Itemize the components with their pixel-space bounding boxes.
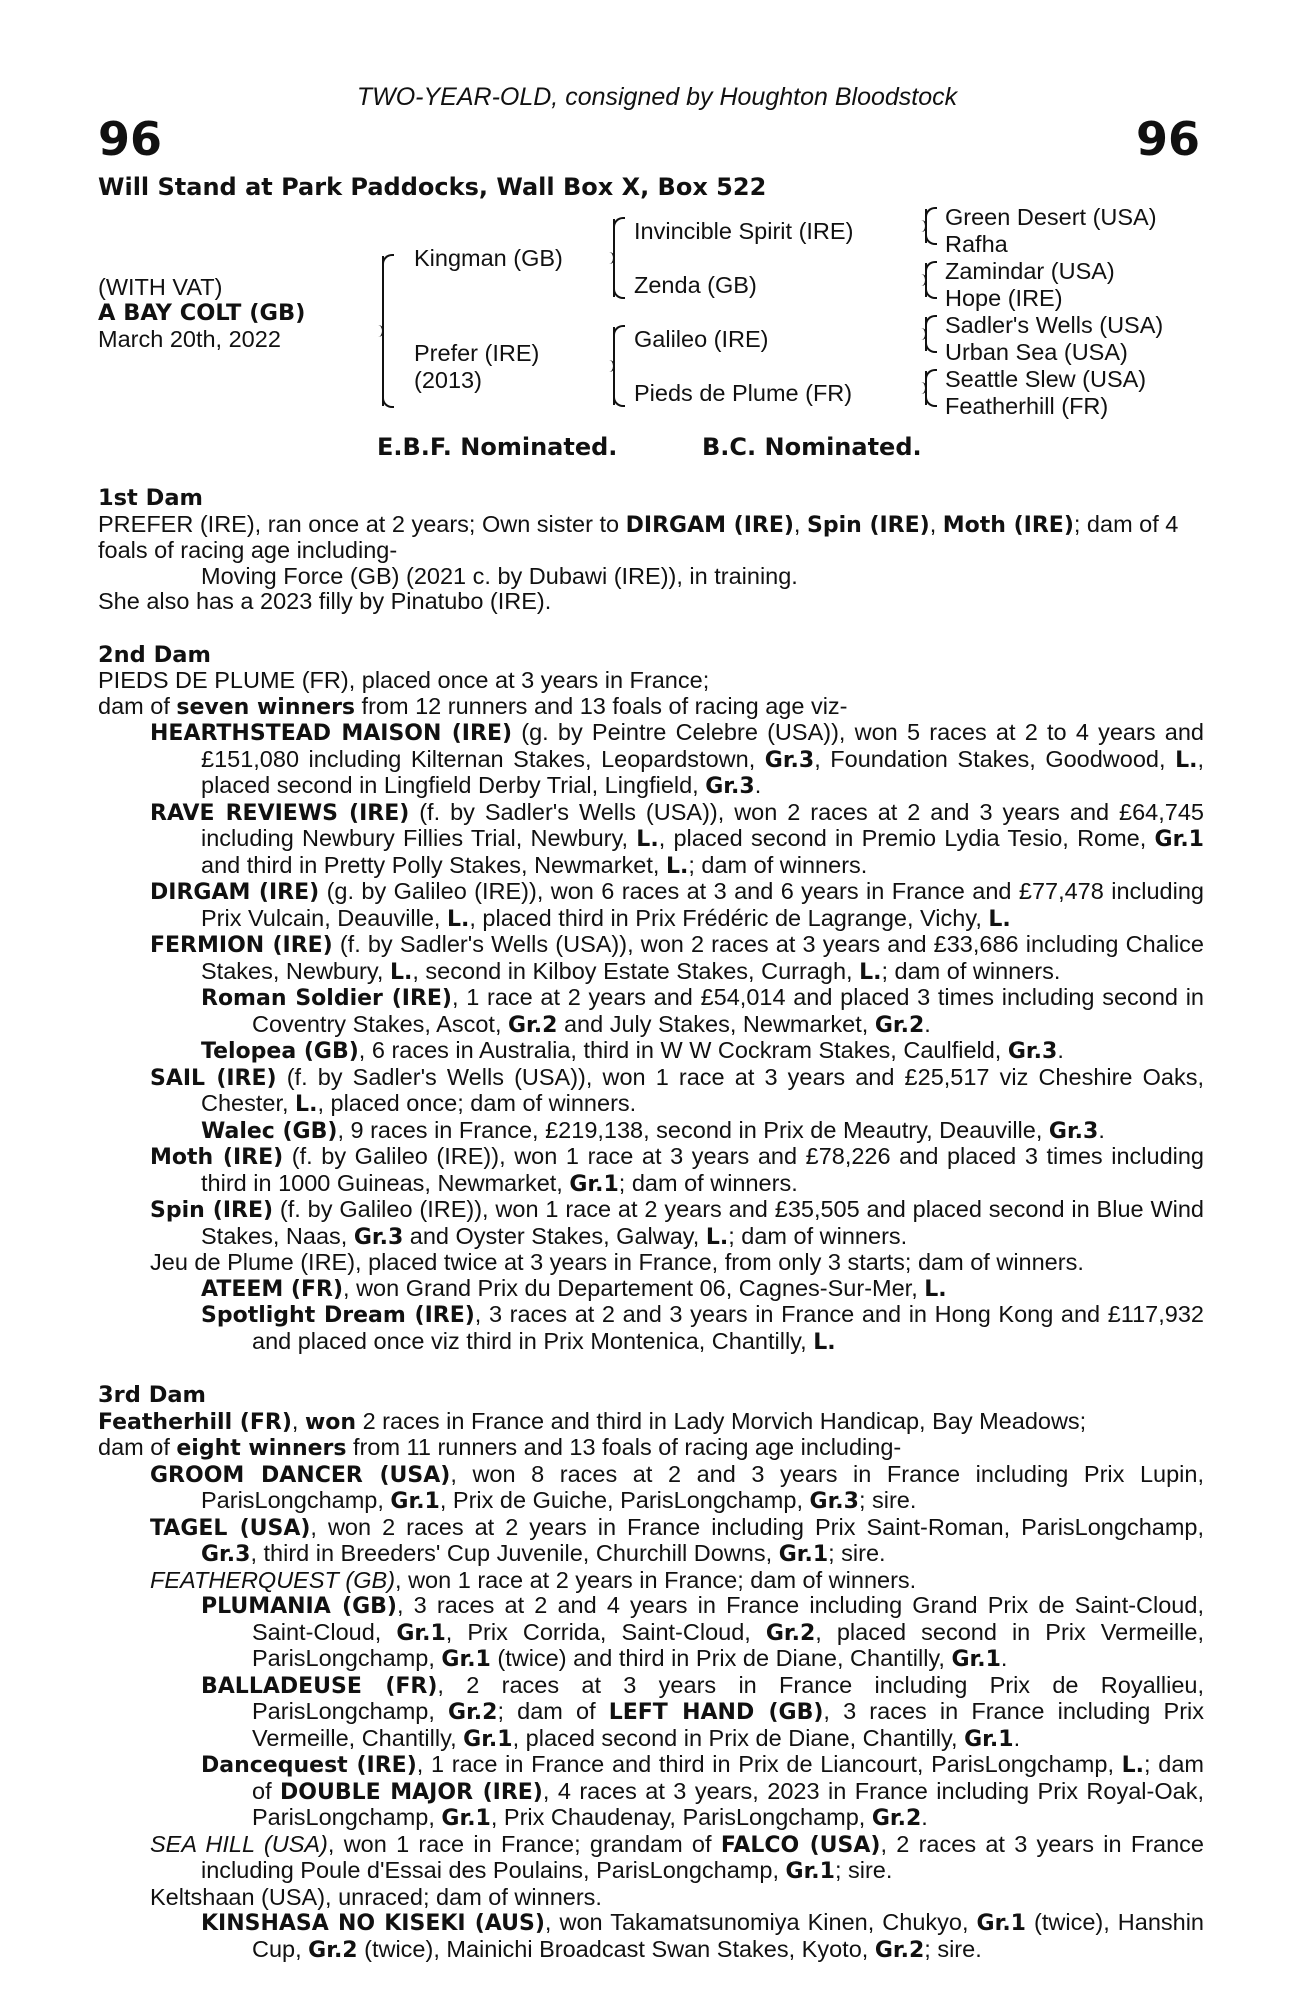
pedigree-sire: Kingman (GB): [414, 245, 563, 271]
produce-entry: Telopea (GB), 6 races in Australia, third in W W Cockram Stakes, Caulfield, Gr.3.: [201, 1037, 1064, 1064]
pedigree-gen3-3: Zamindar (USA): [945, 258, 1115, 284]
pedigree-dam-year: (2013): [414, 367, 482, 393]
pedigree-gen3-4: Hope (IRE): [945, 285, 1063, 311]
pedigree-gen3-8: Featherhill (FR): [945, 393, 1109, 419]
produce-entry: TAGEL (USA), won 2 races at 2 years in France including Prix Saint-Roman, ParisLongchamp, Gr.3, third in Breeders' Cup Juvenile, Churchill Downs, Gr.1; sire.: [150, 1513, 1205, 1567]
pedigree-brace: [925, 263, 927, 297]
lot-number-left: 96: [98, 112, 163, 166]
produce-entry: Featherhill (FR), won 2 races in France and third in Lady Morvich Handicap, Bay Meadows;: [98, 1407, 1087, 1435]
pedigree-brace: [613, 327, 615, 405]
pedigree-dam: Prefer (IRE): [414, 340, 540, 366]
pedigree-gen3-6: Urban Sea (USA): [945, 339, 1128, 365]
produce-entry: Keltshaan (USA), unraced; dam of winners.: [150, 1883, 602, 1910]
produce-entry: FEATHERQUEST (GB), won 1 race at 2 years in France; dam of winners.: [150, 1566, 917, 1593]
pedigree-dam-dam: Pieds de Plume (FR): [634, 380, 853, 406]
produce-entry: dam of eight winners from 11 runners and 13 foals of racing age including-: [98, 1434, 902, 1461]
produce-entry: Spotlight Dream (IRE), 3 races at 2 and 3 years in France and in Hong Kong and £117,932 and placed once viz third in Prix Montenica, Chantilly, L.: [201, 1301, 1204, 1355]
pedigree-brace: [925, 371, 927, 405]
produce-entry: DIRGAM (IRE) (g. by Galileo (IRE)), won 6 races at 3 and 6 years in France and £77,478 including Prix Vulcain, Deauville, L., placed third in Prix Frédéric de Lagrange, Vichy, L.: [150, 878, 1204, 932]
produce-entry: She also has a 2023 filly by Pinatubo (IRE).: [98, 588, 552, 614]
dam-section-heading: 3rd Dam: [98, 1382, 206, 1408]
produce-entry: Roman Soldier (IRE), 1 race at 2 years and £54,014 and placed 3 times including second in Coventry Stakes, Ascot, Gr.2 and July Stakes, Newmarket, Gr.2.: [201, 984, 1204, 1038]
produce-entry: Dancequest (IRE), 1 race in France and third in Prix de Liancourt, ParisLongchamp, L.; dam of DOUBLE MAJOR (IRE), 4 races at 3 years, 2023 in France including Prix Royal-Oak, ParisLongchamp, Gr.1, Prix Chaudenay, ParisLongchamp, Gr.2.: [201, 1751, 1204, 1831]
lot-number-right: 96: [1135, 112, 1200, 166]
bc-nomination: B.C. Nominated.: [702, 433, 922, 461]
dam-section: [98, 486, 1204, 615]
produce-entry: ATEEM (FR), won Grand Prix du Departement 06, Cagnes-Sur-Mer, L.: [201, 1274, 947, 1302]
pedigree-brace: [613, 219, 615, 297]
produce-entry: BALLADEUSE (FR), 2 races at 3 years in France including Prix de Royallieu, ParisLongchamp, Gr.2; dam of LEFT HAND (GB), 3 races in France including Prix Vermeille, Chantilly, Gr.1, placed second in Prix de Diane, Chantilly, Gr.1.: [201, 1671, 1204, 1752]
pedigree-gen3-1: Green Desert (USA): [945, 204, 1157, 230]
stabling-location: Will Stand at Park Paddocks, Wall Box X, Box 522: [98, 173, 767, 201]
pedigree-sire-dam: Zenda (GB): [634, 272, 757, 298]
dam-section: [98, 643, 1204, 1356]
produce-entry: Jeu de Plume (IRE), placed twice at 3 years in France, from only 3 starts; dam of winners.: [150, 1249, 1084, 1275]
dam-section: [98, 1383, 1204, 1963]
produce-entry: PREFER (IRE), ran once at 2 years; Own sister to DIRGAM (IRE), Spin (IRE), Moth (IRE); dam of 4 foals of racing age including-: [98, 510, 1179, 563]
produce-entry: HEARTHSTEAD MAISON (IRE) (g. by Peintre Celebre (USA)), won 5 races at 2 to 4 years and £151,080 including Kilternan Stakes, Leopardstown, Gr.3, Foundation Stakes, Goodwood, L., placed second in Lingfield Derby Trial, Lingfield, Gr.3.: [150, 719, 1205, 799]
produce-entry: SEA HILL (USA), won 1 race in France; grandam of FALCO (USA), 2 races at 3 years in France including Poule d'Essai des Poulains, ParisLongchamp, Gr.1; sire.: [150, 1830, 1204, 1884]
pedigree-gen3-7: Seattle Slew (USA): [945, 366, 1147, 392]
produce-entry: FERMION (IRE) (f. by Sadler's Wells (USA)), won 2 races at 3 years and £33,686 including Chalice Stakes, Newbury, L., second in Kilboy Estate Stakes, Curragh, L.; dam of winners.: [150, 931, 1204, 985]
produce-entry: Moth (IRE) (f. by Galileo (IRE)), won 1 race at 3 years and £78,226 and placed 3 times including third in 1000 Guineas, Newmarket, Gr.1; dam of winners.: [150, 1143, 1204, 1197]
dam-section-heading: 1st Dam: [98, 485, 203, 511]
pedigree-brace: [925, 317, 927, 351]
produce-entry: KINSHASA NO KISEKI (AUS), won Takamatsunomiya Kinen, Chukyo, Gr.1 (twice), Hanshin Cup, Gr.2 (twice), Mainichi Broadcast Swan Stakes, Kyoto, Gr.2; sire.: [201, 1909, 1204, 1963]
produce-entry: GROOM DANCER (USA), won 8 races at 2 and 3 years in France including Prix Lupin, ParisLongchamp, Gr.1, Prix de Guiche, ParisLongchamp, Gr.3; sire.: [150, 1460, 1204, 1514]
pedigree-gen3-5: Sadler's Wells (USA): [945, 312, 1164, 338]
pedigree-brace: [382, 256, 384, 406]
pedigree-sire-sire: Invincible Spirit (IRE): [634, 218, 854, 244]
pedigree-dam-sire: Galileo (IRE): [634, 326, 769, 352]
produce-entry: PLUMANIA (GB), 3 races at 2 and 4 years in France including Grand Prix de Saint-Cloud, Saint-Cloud, Gr.1, Prix Corrida, Saint-Cloud, Gr.2, placed second in Prix Vermeille, ParisLongchamp, Gr.1 (twice) and third in Prix de Diane, Chantilly, Gr.1.: [201, 1592, 1204, 1672]
produce-record: [98, 486, 1204, 1963]
dam-section-heading: 2nd Dam: [98, 641, 211, 668]
produce-entry: dam of seven winners from 12 runners and 13 foals of racing age viz-: [98, 692, 848, 720]
vat-note: (WITH VAT): [98, 274, 223, 300]
foaling-date: March 20th, 2022: [98, 326, 281, 352]
produce-entry: SAIL (IRE) (f. by Sadler's Wells (USA)), won 1 race at 3 years and £25,517 viz Cheshire Oaks, Chester, L., placed once; dam of winners.: [150, 1063, 1204, 1117]
produce-entry: RAVE REVIEWS (IRE) (f. by Sadler's Wells (USA)), won 2 races at 2 and 3 years and £64,745 including Newbury Fillies Trial, Newbury, L., placed second in Premio Lydia Tesio, Rome, Gr.1 and third in Pretty Polly Stakes, Newmarket, L.; dam of winners.: [150, 798, 1204, 879]
produce-entry: PIEDS DE PLUME (FR), placed once at 3 years in France;: [98, 667, 710, 693]
catalogue-header: TWO-YEAR-OLD, consigned by Houghton Bloodstock: [356, 83, 958, 111]
produce-entry: Walec (GB), 9 races in France, £219,138, second in Prix de Meautry, Deauville, Gr.3.: [201, 1116, 1105, 1144]
pedigree-gen3-2: Rafha: [945, 231, 1008, 257]
produce-entry: Moving Force (GB) (2021 c. by Dubawi (IRE)), in training.: [201, 562, 798, 589]
produce-entry: Spin (IRE) (f. by Galileo (IRE)), won 1 race at 2 years and £35,505 and placed second in Blue Wind Stakes, Naas, Gr.3 and Oyster Stakes, Galway, L.; dam of winners.: [150, 1196, 1205, 1250]
pedigree-brace: [925, 209, 927, 243]
ebf-nomination: E.B.F. Nominated.: [377, 433, 618, 461]
horse-name: A BAY COLT (GB): [98, 300, 306, 326]
